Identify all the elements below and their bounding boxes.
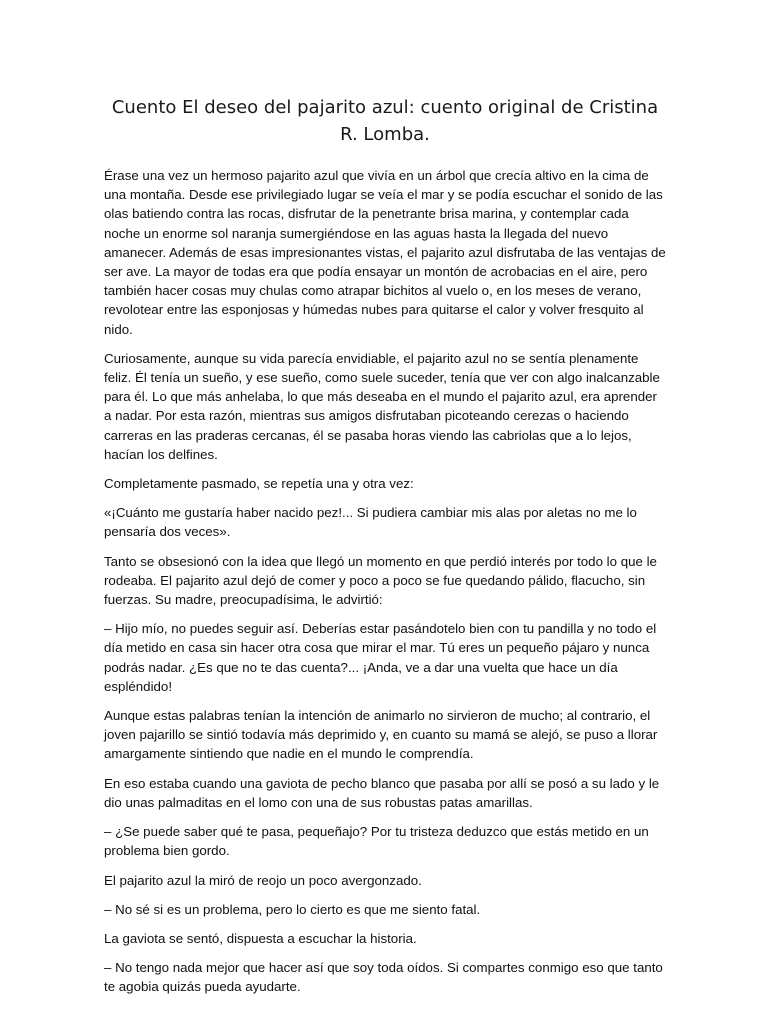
document-body — [104, 166, 666, 997]
paragraph-7: Aunque estas palabras tenían la intención de animarlo no sirvieron de mucho; al contrario, el joven pajarillo se sintió todavía más deprimido y, en cuanto su mamá se alejó, se puso a llorar amargamente sintiendo que nadie en el mundo le comprendía. — [104, 708, 658, 762]
paragraph-1: Érase una vez un hermoso pajarito azul que vivía en un árbol que crecía altivo en la cima de una montaña. Desde ese privilegiado lugar se veía el mar y se podía escuchar el sonido de las olas batiendo contra las rocas, disfrutar de la penetrante brisa marina, y contemplar cada noche un enorme sol naranja sumergiéndose en las aguas hasta la llegada del nuevo amanecer. Además de esas impresionantes vistas, el pajarito azul disfrutaba de las ventajas de ser ave. La mayor de todas era que podía ensayar un montón de acrobacias en el aire, pero también hacer cosas muy chulas como atrapar bichitos al vuelo o, en los meses de verano, revolotear entre las esponjosas y húmedas nubes para quitarse el calor y volver fresquito al nido. — [104, 168, 666, 337]
paragraph-11: – No sé si es un problema, pero lo cierto es que me siento fatal. — [104, 901, 481, 917]
paragraph-5: Tanto se obsesionó con la idea que llegó un momento en que perdió interés por todo lo que le rodeaba. El pajarito azul dejó de comer y poco a poco se fue quedando pálido, flacucho, sin fuerzas. Su madre, preocupadísima, le advirtió: — [104, 553, 657, 608]
paragraph-2: Curiosamente, aunque su vida parecía envidiable, el pajarito azul no se sentía plenamente feliz. Él tenía un sueño, y ese sueño, como suele suceder, tenía que ver con algo inalcanzable para él. Lo que más anhelaba, lo que más deseaba en el mundo el pajarito azul, era aprender a nadar. Por esta razón, mientras sus amigos disfrutaban picoteando cerezas o haciendo carreras en las praderas cercanas, él se pasaba horas viendo las cabriolas que a lo lejos, hacían los delfines. — [104, 350, 660, 462]
paragraph-12: La gaviota se sentó, dispuesta a escuchar la historia. — [104, 930, 417, 946]
paragraph-13: – No tengo nada mejor que hacer así que soy toda oídos. Si compartes conmigo eso que tanto te agobia quizás pueda ayudarte. — [104, 960, 663, 995]
paragraph-4: «¡Cuánto me gustaría haber nacido pez!... Si pudiera cambiar mis alas por aletas no me lo pensaría dos veces». — [104, 505, 637, 540]
paragraph-3: Completamente pasmado, se repetía una y otra vez: — [104, 476, 414, 492]
paragraph-6: – Hijo mío, no puedes seguir así. Deberías estar pasándotelo bien con tu pandilla y no todo el día metido en casa sin hacer otra cosa que mirar el mar. Tú eres un pequeño pájaro y nunca podrás nadar. ¿Es que no te das cuenta?... ¡Anda, ve a dar una vuelta que hace un día espléndido! — [104, 621, 657, 694]
document-title: Cuento El deseo del pajarito azul: cuento original de Cristina R. Lomba. — [111, 97, 659, 145]
paragraph-8: En eso estaba cuando una gaviota de pecho blanco que pasaba por allí se posó a su lado y le dio unas palmaditas en el lomo con una de sus robustas patas amarillas. — [104, 775, 660, 810]
paragraph-10: El pajarito azul la miró de reojo un poco avergonzado. — [104, 872, 422, 888]
paragraph-9: – ¿Se puede saber qué te pasa, pequeñajo? Por tu tristeza deduzco que estás metido en un problema bien gordo. — [104, 824, 649, 859]
